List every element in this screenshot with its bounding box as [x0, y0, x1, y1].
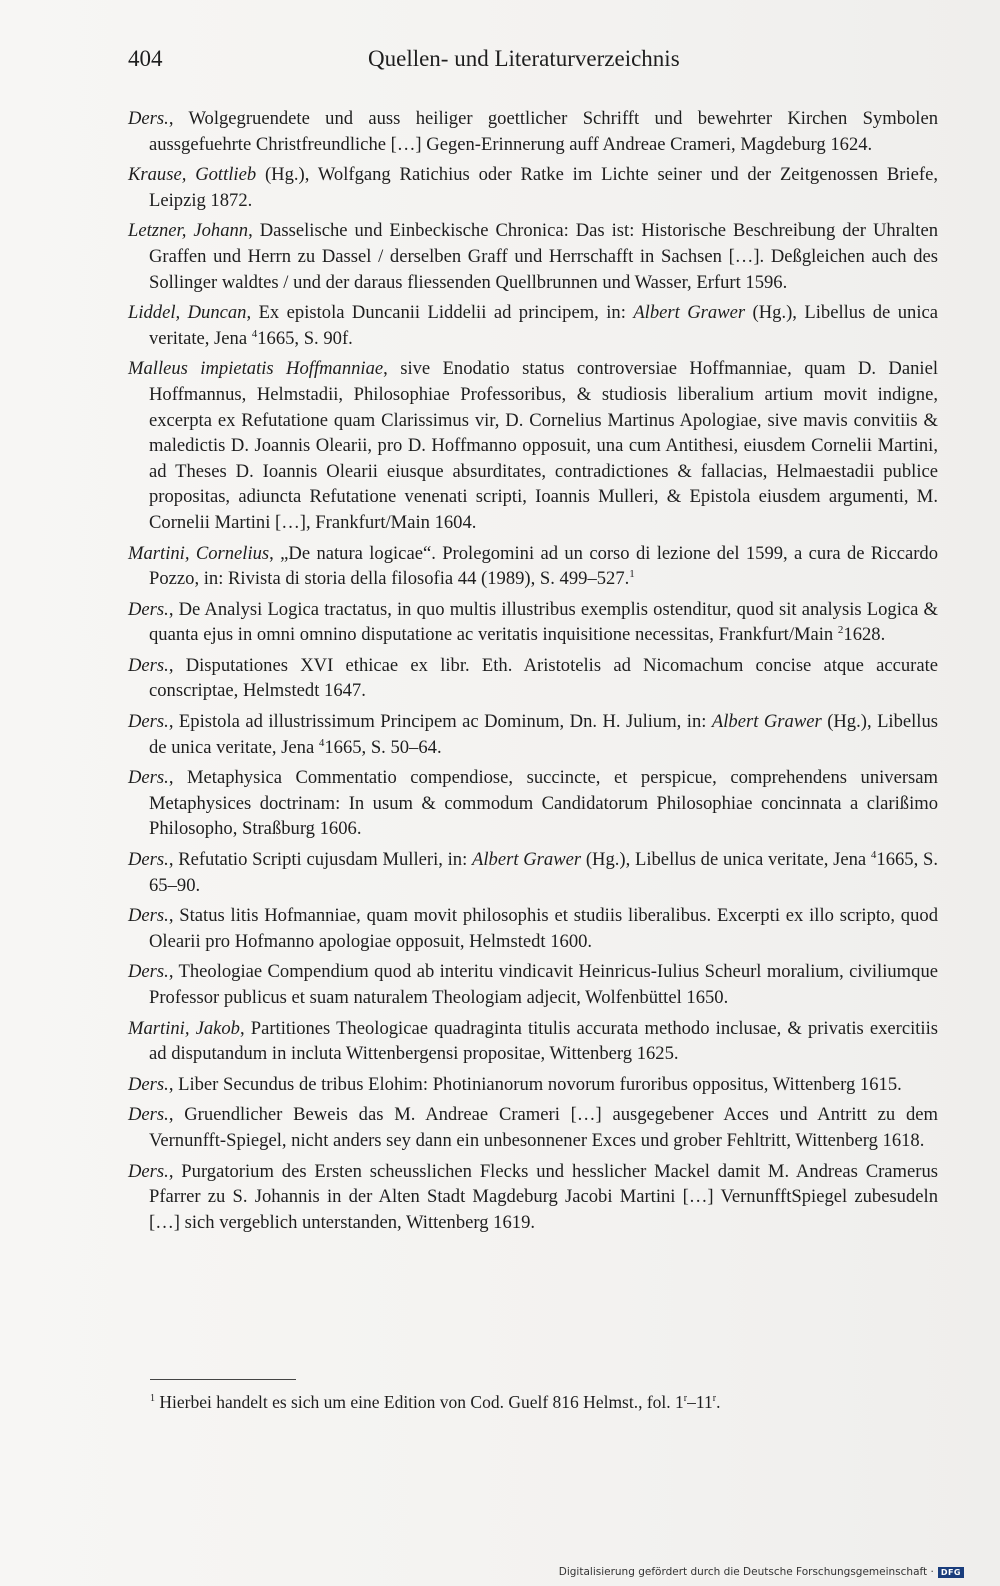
- entry-author: Malleus impietatis Hoffmanniae: [128, 358, 384, 380]
- entry-author: Ders.: [128, 598, 169, 620]
- footnote-sup-a: r: [683, 1393, 688, 1405]
- entry-author: Ders.: [128, 1160, 169, 1182]
- footnote-rule: [150, 1379, 296, 1380]
- entry-author: Ders.: [128, 654, 169, 676]
- bibliography-entry: [128, 162, 938, 213]
- entry-text: , Metaphysica Commentatio compendiose, succincte, et perspicue, comprehendens universam Metaphysices doctrinam: In usum & commodum Candidatorum Philosophiae concinnata a clarißimo Philosopho, Straßburg 1606.: [149, 767, 938, 840]
- entry-edition-superscript: 4: [870, 848, 877, 861]
- bibliography-entry: [128, 218, 938, 295]
- page-number: 404: [128, 46, 163, 71]
- entry-author: Liddel, Duncan: [128, 302, 247, 324]
- entry-text-end: 1628.: [843, 624, 886, 646]
- entry-author: Letzner, Johann: [128, 220, 249, 242]
- entry-text: , De Analysi Logica tractatus, in quo multis illustribus exemplis ostenditur, quod sit analysis Logica & quanta ejus in omni omnino disputatione ac veritatis inquisitione necessitas, Frankfurt/Main: [149, 598, 938, 646]
- entry-text: , „De natura logicae“. Prolegomini ad un corso di lezione del 1599, a cura de Riccardo Pozzo, in: Rivista di storia della filosofia 44 (1989), S. 499–527.: [149, 542, 938, 590]
- footnote-mid: –11: [687, 1392, 713, 1412]
- entry-text: , Gruendlicher Beweis das M. Andreae Crameri […] ausgegebener Acces und Antritt zu dem Vernunfft-Spiegel, nicht anders sey dann ein unbesonnener Exces und grober Fehltritt, Wittenberg 1618.: [149, 1104, 938, 1151]
- footnote-marker: 1: [150, 1393, 155, 1405]
- entry-text-end: 1665, S. 65–90.: [149, 849, 938, 896]
- entry-text: , sive Enodatio status controversiae Hoffmanniae, quam D. Daniel Hoffmannus, Helmstadii, Philosophiae Professoribus, & studiosis liberalium artium movit indigne, excerpta ex Refutatione quam Clarissimus vir, D. Cornelius Martinus Apologiae, sive mavis convitiis & maledictis D. Joannis Olearii, pro D. Hoffmanno opposuit, una cum Antithesi, eiusdem Cornelii Martini, ad Theses D. Ioannis Olearii eiusque absurditates, contradictiones & fallacias, Helmaestadii publice propositas, adiuncta Refutatione venenati scripti, Ioannis Mulleri, & Epistola eiusdem argumenti, M. Cornelii Martini […], Frankfurt/Main 1604.: [149, 358, 938, 533]
- bibliography-entry: [128, 597, 938, 648]
- entry-text: , Dasselische und Einbeckische Chronica: Das ist: Historische Beschreibung der Uhralten Graffen und Herrn zu Dassel / derselben Graff und Herrschafft in Sachsen […]. Deßgleichen auch des Sollinger waldtes / und der daraus fliessenden Quellbrunnen und Wasser, Erfurt 1596.: [149, 220, 938, 293]
- bibliography-entry: [128, 653, 938, 704]
- entry-text: , Disputationes XVI ethicae ex libr. Eth. Aristotelis ad Nicomachum concise atque accurate conscriptae, Helmstedt 1647.: [149, 654, 938, 702]
- running-head: Quellen- und Literaturverzeichnis: [368, 46, 680, 71]
- bibliography-entry: [128, 1159, 938, 1236]
- bibliography-entry: [128, 765, 938, 842]
- entry-edition-superscript: 4: [318, 736, 325, 749]
- entry-text-continued: (Hg.), Libellus de unica veritate, Jena: [581, 849, 871, 871]
- entry-text: , Refutatio Scripti cujusdam Mulleri, in:: [168, 849, 473, 871]
- bibliography-entry: [128, 847, 938, 898]
- dfg-logo: DFG: [938, 1567, 964, 1578]
- digitization-text: Digitalisierung gefördert durch die Deutsche Forschungsgemeinschaft ·: [558, 1566, 934, 1578]
- entry-author: Ders.: [128, 108, 169, 129]
- footnote-end: .: [716, 1392, 721, 1412]
- entry-author: Ders.: [128, 1073, 169, 1095]
- entry-text: , Purgatorium des Ersten scheusslichen Flecks und hesslicher Mackel damit M. Andreas Cramerus Pfarrer zu S. Johannis in der Alten Stadt Magdeburg Jacobi Martini […] VernunfftSpiegel zubesudeln […] sich vergeblich unterstanden, Wittenberg 1619.: [149, 1160, 938, 1233]
- entry-author: Martini, Jakob: [128, 1017, 240, 1039]
- entry-text: , Ex epistola Duncanii Liddelii ad principem, in:: [246, 302, 634, 324]
- entry-author: Martini, Cornelius: [128, 542, 270, 564]
- entry-text-continued: (Hg.), Libellus de unica veritate, Jena: [149, 302, 938, 349]
- entry-author: Krause, Gottlieb: [128, 164, 257, 186]
- bibliography-entry: [128, 1016, 938, 1067]
- entry-editor: Albert Grawer: [711, 711, 822, 733]
- bibliography-list: [128, 106, 938, 1240]
- bibliography-entry: [128, 959, 938, 1010]
- footnote: [150, 1390, 930, 1414]
- entry-editor: Albert Grawer: [472, 849, 582, 871]
- entry-text: , Liber Secundus de tribus Elohim: Photinianorum novorum furoribus oppositus, Wittenberg 1615.: [168, 1073, 902, 1095]
- entry-author: Ders.: [128, 961, 169, 983]
- footnote-sup-b: r: [712, 1393, 717, 1405]
- bibliography-entry: [128, 300, 938, 351]
- bibliography-entry: [128, 903, 938, 954]
- entry-editor: Albert Grawer: [633, 302, 746, 324]
- entry-edition-superscript: 4: [251, 327, 258, 340]
- entry-edition-superscript: 1: [629, 567, 635, 580]
- entry-author: Ders.: [128, 711, 169, 733]
- entry-edition-superscript: 2: [837, 624, 844, 637]
- entry-text: , Theologiae Compendium quod ab interitu vindicavit Heinricus-Iulius Scheurl moralium, civiliumque Professor publicus et suam naturalem Theologiam adjecit, Wolfenbüttel 1650.: [149, 961, 938, 1008]
- entry-text: , Partitiones Theologicae quadraginta titulis accurata methodo inclusae, & privatis exercitiis ad disputandum in incluta Wittenbergensi propositae, Wittenberg 1625.: [149, 1017, 938, 1065]
- bibliography-entry: [128, 106, 938, 157]
- bibliography-entry: [128, 356, 938, 535]
- footnote-text: Hierbei handelt es sich um eine Edition von Cod. Guelf 816 Helmst., fol. 1: [155, 1392, 684, 1412]
- entry-text: , Epistola ad illustrissimum Principem ac Dominum, Dn. H. Julium, in:: [168, 711, 712, 733]
- bibliography-entry: [128, 541, 938, 592]
- entry-author: Ders.: [128, 849, 169, 871]
- entry-author: Ders.: [128, 905, 169, 927]
- bibliography-entry: [128, 1102, 938, 1153]
- entry-text-end: 1665, S. 90f.: [257, 327, 353, 349]
- entry-author: Ders.: [128, 767, 169, 789]
- page-header: [128, 46, 938, 82]
- bibliography-entry: [128, 709, 938, 760]
- entry-text: (Hg.), Wolfgang Ratichius oder Ratke im Lichte seiner und der Zeitgenossen Briefe, Leipzig 1872.: [149, 164, 938, 211]
- entry-text: , Status litis Hofmanniae, quam movit philosophis et studiis liberalibus. Excerpti ex illo scripto, quod Olearii pro Hofmanno apologiae opposuit, Helmstedt 1600.: [149, 905, 938, 952]
- entry-text-continued: (Hg.), Libellus de unica veritate, Jena: [149, 711, 939, 758]
- bibliography-entry: [128, 1072, 938, 1098]
- entry-text-end: 1665, S. 50–64.: [324, 736, 442, 758]
- entry-text: , Wolgegruendete und auss heiliger goettlicher Schrifft und bewehrter Kirchen Symbolen aussgefuehrte Christfreundliche […] Gegen-Erinnerung auff Andreae Crameri, Magdeburg 1624.: [149, 108, 938, 155]
- digitization-credit: [559, 1566, 964, 1578]
- entry-author: Ders.: [128, 1104, 169, 1126]
